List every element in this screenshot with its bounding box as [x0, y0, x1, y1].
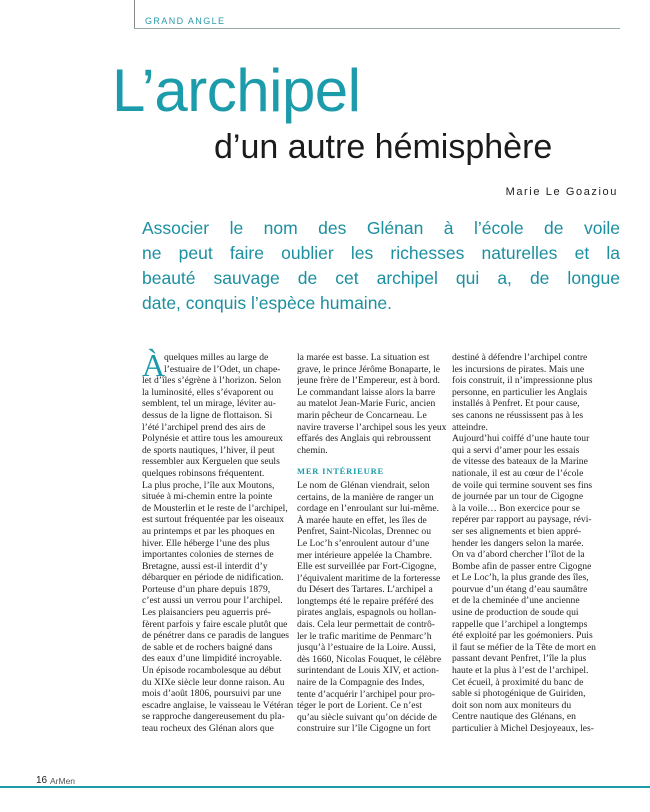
text-line: à la voile… Bon exercice pour se: [452, 502, 580, 514]
text-line: quelques milles au large de: [164, 352, 269, 363]
text-line: rappelle que l’archipel a longtemps: [452, 618, 588, 630]
text-line: sable si photogénique de Guiriden,: [452, 688, 586, 700]
text-line: cordage en l’enroulant sur lui-même.: [297, 503, 439, 515]
text-line: pourvue d’un étang d’eau saumâtre: [452, 583, 588, 595]
text-line: et de la cheminée d’une ancienne: [452, 595, 580, 607]
text-line: À marée haute en effet, les îles de: [297, 514, 427, 526]
text-line: quelques robinsons fréquentent.: [142, 467, 265, 479]
text-line: qu’au siècle suivant qu’on décide de: [297, 711, 437, 723]
lead-line: date, conquis l’espèce humaine.: [142, 293, 393, 313]
text-line: haute et la plus à l’est de l’archipel.: [452, 665, 589, 677]
text-line: débarquer en période de nidification.: [142, 572, 284, 584]
text-line: Le commandant laisse alors la barre: [297, 386, 436, 398]
page-number: 16: [36, 775, 48, 786]
magazine-name: ArMen: [50, 776, 76, 786]
text-line: let d’îles s’égrène à l’horizon. Selon: [142, 375, 282, 387]
text-line: Un épisode rocambolesque au début: [142, 665, 282, 677]
text-line: navire traverse l’archipel sous les yeux: [297, 421, 447, 433]
text-line: chemin.: [297, 444, 328, 456]
text-line: escadre anglaise, le vaisseau le Vétéran: [142, 699, 294, 711]
author-byline: Marie Le Goaziou: [505, 186, 618, 198]
text-line: ses canons ne réussissent pas à les: [452, 409, 584, 421]
text-line: de sports nautiques, l’hiver, il peut: [142, 444, 275, 456]
text-line: effarés des Anglais qui rebroussent: [297, 433, 432, 445]
text-line: au matelot Jean-Marie Furic, ancien: [297, 398, 436, 410]
text-line: ser ses alignements et bien appré-: [452, 525, 582, 537]
text-line: se rapproche dangereusement du pla-: [142, 711, 285, 723]
text-line: l’estuaire de l’Odet, un chape-: [164, 363, 281, 375]
text-line: jeune frère de l’Empereur, est à bord.: [297, 375, 440, 387]
text-line: naire de la Compagnie des Indes,: [297, 677, 425, 689]
text-line: est surtout fréquentée par les oiseaux: [142, 514, 284, 526]
subheading: MER INTÉRIEURE: [297, 466, 385, 477]
text-line: mer intérieure appelée la Chambre.: [297, 549, 433, 561]
text-line: marin pêcheur de Concarneau. Le: [297, 409, 427, 421]
text-line: des eaux d’une limpidité incroyable.: [142, 653, 282, 665]
text-line: du XIXe siècle leur donne raison. Au: [142, 676, 285, 688]
text-line: la luminosité, elles s’évaporent ou: [142, 386, 274, 398]
text-line: Les plaisanciers peu aguerris pré-: [142, 607, 271, 619]
text-line: dais. Cela leur permettait de contrô-: [297, 619, 435, 631]
text-line: installés à Penfret. Et pour cause,: [452, 398, 580, 410]
text-line: de sable et de rochers baigné dans: [142, 641, 273, 653]
text-line: du Désert des Tartares. L’archipel a: [297, 584, 433, 596]
text-line: jusqu’à l’estuaire de la Loire. Aussi,: [297, 642, 436, 654]
header-rule-vertical: [134, 0, 135, 28]
body-column-2: [297, 352, 451, 735]
text-line: Bretagne, aussi est-il interdit d’y: [142, 560, 268, 572]
text-line: construire sur l’île Cigogne un fort: [297, 723, 431, 735]
text-line: été exploité par les goémoniers. Puis: [452, 630, 593, 642]
text-line: La plus proche, l’île aux Moutons,: [142, 479, 275, 491]
body-column-1: [142, 347, 296, 735]
text-line: ler le trafic maritime de Penmarc’h: [297, 630, 432, 642]
text-line: semblent, tel un mirage, léviter au-: [142, 398, 276, 410]
text-line: On va d’abord chercher l’îlot de la: [452, 549, 585, 561]
text-line: repérer par rapport au paysage, révi-: [452, 514, 592, 526]
text-line: usine de production de soude qui: [452, 607, 579, 619]
text-line: passant devant Penfret, l’île la plus: [452, 653, 587, 665]
text-line: mois d’août 1806, poursuivi par une: [142, 688, 282, 700]
text-line: qui a servi d’amer pour les essais: [452, 444, 580, 456]
article-title: L’archipel: [112, 57, 361, 124]
text-line: et Le Loc’h, la plus grande des îles,: [452, 572, 589, 584]
text-line: destiné à défendre l’archipel contre: [452, 352, 588, 363]
text-line: au printemps et par les phoques en: [142, 525, 275, 537]
lead-line: ne peut faire oublier les richesses naturelles et la: [142, 243, 620, 263]
section-label: GRAND ANGLE: [145, 16, 226, 26]
text-line: c’est aussi un verrou pour l’archipel.: [142, 595, 283, 607]
lead-line: Associer le nom des Glénan à l’école de voile: [142, 218, 620, 238]
text-line: Porteuse d’un phare depuis 1879,: [142, 583, 271, 595]
text-line: personne, en particulier les Anglais: [452, 386, 588, 398]
text-line: surintendant de Louis XIV, et action-: [297, 665, 440, 677]
text-line: Cet écueil, à proximité du banc de: [452, 676, 584, 688]
text-line: l’équivalent maritime de la forteresse: [297, 572, 441, 584]
text-line: hender les dangers selon la marée.: [452, 537, 584, 549]
text-line: Le Loc’h s’enroulent autour d’une: [297, 537, 430, 549]
text-line: Centre nautique des Glénans, en: [452, 711, 576, 723]
text-line: nationale, il est au cœur de l’école: [452, 467, 584, 479]
text-line: atteindre.: [452, 421, 488, 433]
text-line: ressembler aux Kerguelen que seuls: [142, 456, 280, 468]
drop-cap: À: [142, 347, 166, 383]
text-line: teau rocheux des Glénan alors que: [142, 723, 274, 734]
text-line: Aujourd’hui coiffé d’une haute tour: [452, 433, 590, 445]
lead-line: beauté sauvage de cet archipel qui a, de longue: [142, 268, 620, 288]
text-line: tente d’acquérir l’archipel pour pro-: [297, 688, 435, 700]
text-line: doit son nom aux moniteurs du: [452, 699, 572, 711]
text-line: longtemps été le repaire préféré des: [297, 595, 434, 607]
text-line: pirates anglais, espagnols ou hollan-: [297, 607, 437, 619]
text-line: de pénétrer dans ce paradis de langues: [142, 630, 290, 642]
text-line: grave, le prince Jérôme Bonaparte, le: [297, 363, 441, 375]
text-line: dès 1660, Nicolas Fouquet, le célèbre: [297, 653, 442, 665]
text-line: téger le port de Lorient. Ce n’est: [297, 700, 422, 712]
text-line: hiver. Elle héberge l’une des plus: [142, 537, 270, 549]
text-line: de Mousterlin et le reste de l’archipel,: [142, 502, 288, 514]
lead-paragraph: [142, 216, 620, 316]
text-line: Le nom de Glénan viendrait, selon: [297, 479, 430, 491]
article-subtitle: d’un autre hémisphère: [214, 128, 553, 166]
text-line: dessus de la ligne de flottaison. Si: [142, 409, 273, 421]
text-line: Bombe afin de passer entre Cigogne: [452, 560, 592, 572]
text-line: de vitesse des bateaux de la Marine: [452, 456, 588, 468]
text-line: située à mi-chemin entre la pointe: [142, 491, 273, 503]
text-line: importantes colonies de sternes de: [142, 549, 274, 561]
text-line: fèrent parfois y faire escale plutôt que: [142, 618, 288, 630]
text-line: de voile qui termine souvent ses fins: [452, 479, 593, 491]
text-line: certains, de la manière de ranger un: [297, 491, 434, 503]
text-line: les incursions de pirates. Mais une: [452, 363, 585, 375]
text-line: Elle est surveillée par Fort-Cigogne,: [297, 561, 437, 573]
body-column-3: [452, 352, 610, 735]
text-line: particulier à Michel Desjoyeaux, les-: [452, 723, 594, 734]
footer-rule: [0, 786, 650, 788]
text-line: Polynésie et attire tous les amoureux: [142, 433, 283, 445]
text-line: Penfret, Saint-Nicolas, Drennec ou: [297, 526, 432, 538]
text-line: fois construit, il n’impressionne plus: [452, 375, 593, 387]
text-line: il faut se méfier de la Tête de mort en: [452, 641, 596, 653]
text-line: la marée est basse. La situation est: [297, 352, 430, 363]
text-line: l’été l’archipel prend des airs de: [142, 421, 266, 433]
text-line: de journée par un tour de Cigogne: [452, 491, 584, 503]
header-rule: [134, 28, 620, 29]
